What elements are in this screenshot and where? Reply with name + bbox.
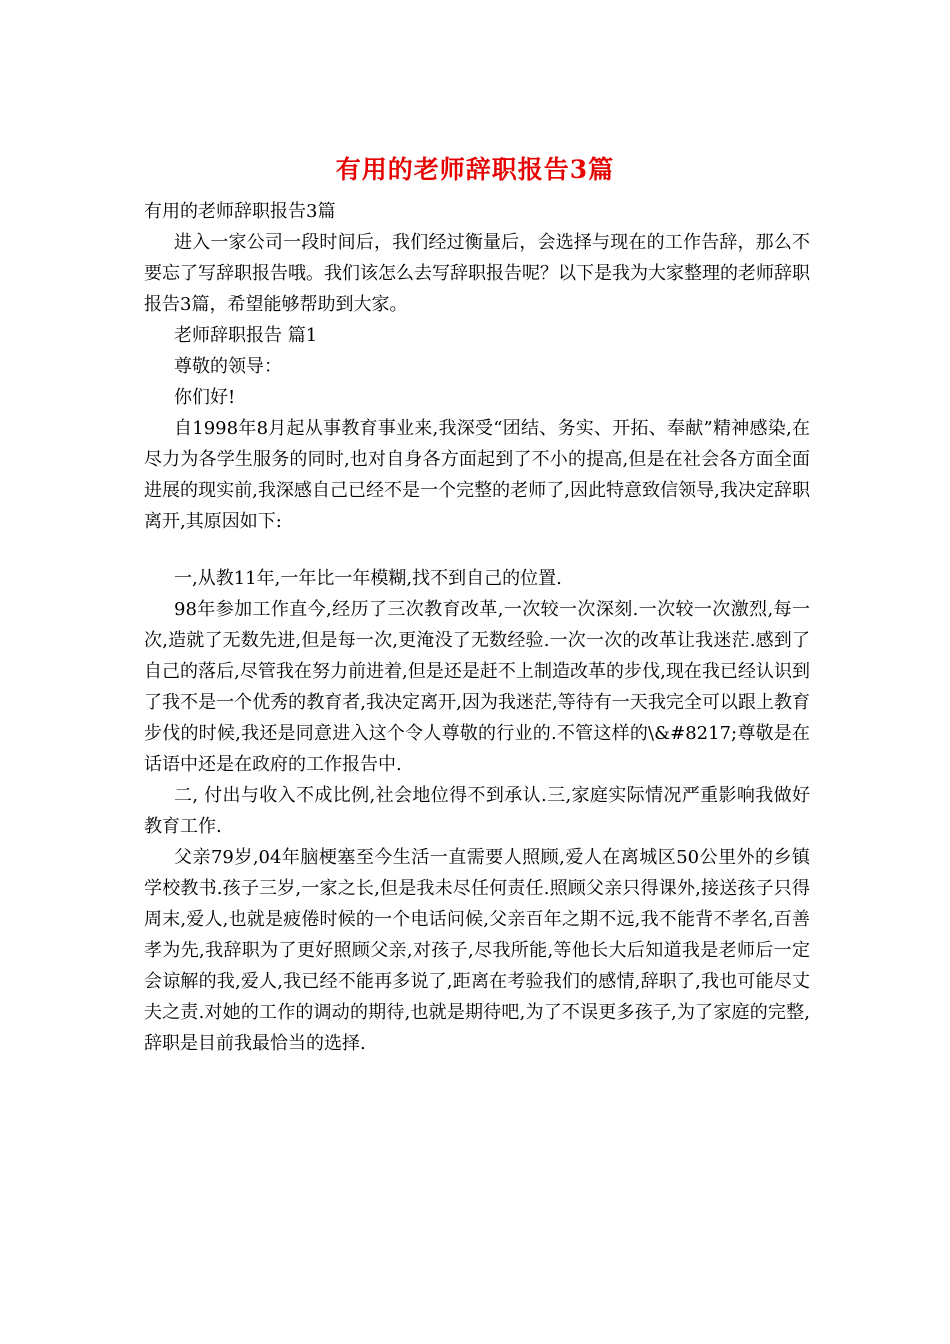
body-paragraph: 父亲79岁,04年脑梗塞至今生活一直需要人照顾,爱人在离城区50公里外的乡镇学校教书.孩子三岁,一家之长,但是我未尽任何责任.照顾父亲只得课外,接送孩子只得周末,爱人,也就是疲倦时候的一个电话问候,父亲百年之期不远,我不能背不孝名,百善孝为先,我辞职为了更好照顾父亲,对孩子,尽我所能,等他长大后知道我是老师后一定会谅解的我,爱人,我已经不能再多说了,距离在考验我们的感情,辞职了,我也可能尽丈夫之责.对她的工作的调动的期待,也就是期待吧,为了不误更多孩子,为了家庭的完整,辞职是目前我最恰当的选择.	[144, 847, 810, 1054]
body-paragraph: 自1998年8月起从事教育事业来,我深受“团结、务实、开拓、奉献”精神感染,在尽力为各学生服务的同时,也对自身各方面起到了不小的提高,但是在社会各方面全面进展的现实前,我深感自己已经不是一个完整的老师了,因此特意致信领导,我决定辞职离开,其原因如下:	[144, 418, 810, 532]
section-heading: 老师辞职报告 篇1	[174, 325, 318, 346]
reason-two-three: 二, 付出与收入不成比例,社会地位得不到承认.三,家庭实际情况严重影响我做好教育工作.	[144, 785, 810, 837]
document-body	[144, 196, 810, 1059]
paragraph-gap	[144, 537, 810, 563]
body-paragraph: 98年参加工作直今,经历了三次教育改革,一次较一次深刻.一次较一次激烈,每一次,造就了无数先进,但是每一次,更淹没了无数经验.一次一次的改革让我迷茫.感到了自己的落后,尽管我在努力前进着,但是还是赶不上制造改革的步伐,现在我已经认识到了我不是一个优秀的教育者,我决定离开,因为我迷茫,等待有一天我完全可以跟上教育步伐的时候,我还是同意进入这个令人尊敬的行业的.不管这样的\&#8217;尊敬是在话语中还是在政府的工作报告中.	[144, 599, 810, 775]
salutation: 尊敬的领导：	[174, 356, 282, 377]
subtitle-paragraph: 有用的老师辞职报告3篇	[144, 201, 336, 222]
greeting: 你们好!	[174, 387, 236, 408]
intro-paragraph: 进入一家公司一段时间后，我们经过衡量后，会选择与现在的工作告辞，那么不要忘了写辞职报告哦。我们该怎么去写辞职报告呢？以下是我为大家整理的老师辞职报告3篇，希望能够帮助到大家。	[144, 232, 810, 315]
reason-one-heading: 一,从教11年,一年比一年模糊,找不到自己的位置.	[174, 568, 562, 589]
document-title: 有用的老师辞职报告3篇	[335, 155, 615, 184]
